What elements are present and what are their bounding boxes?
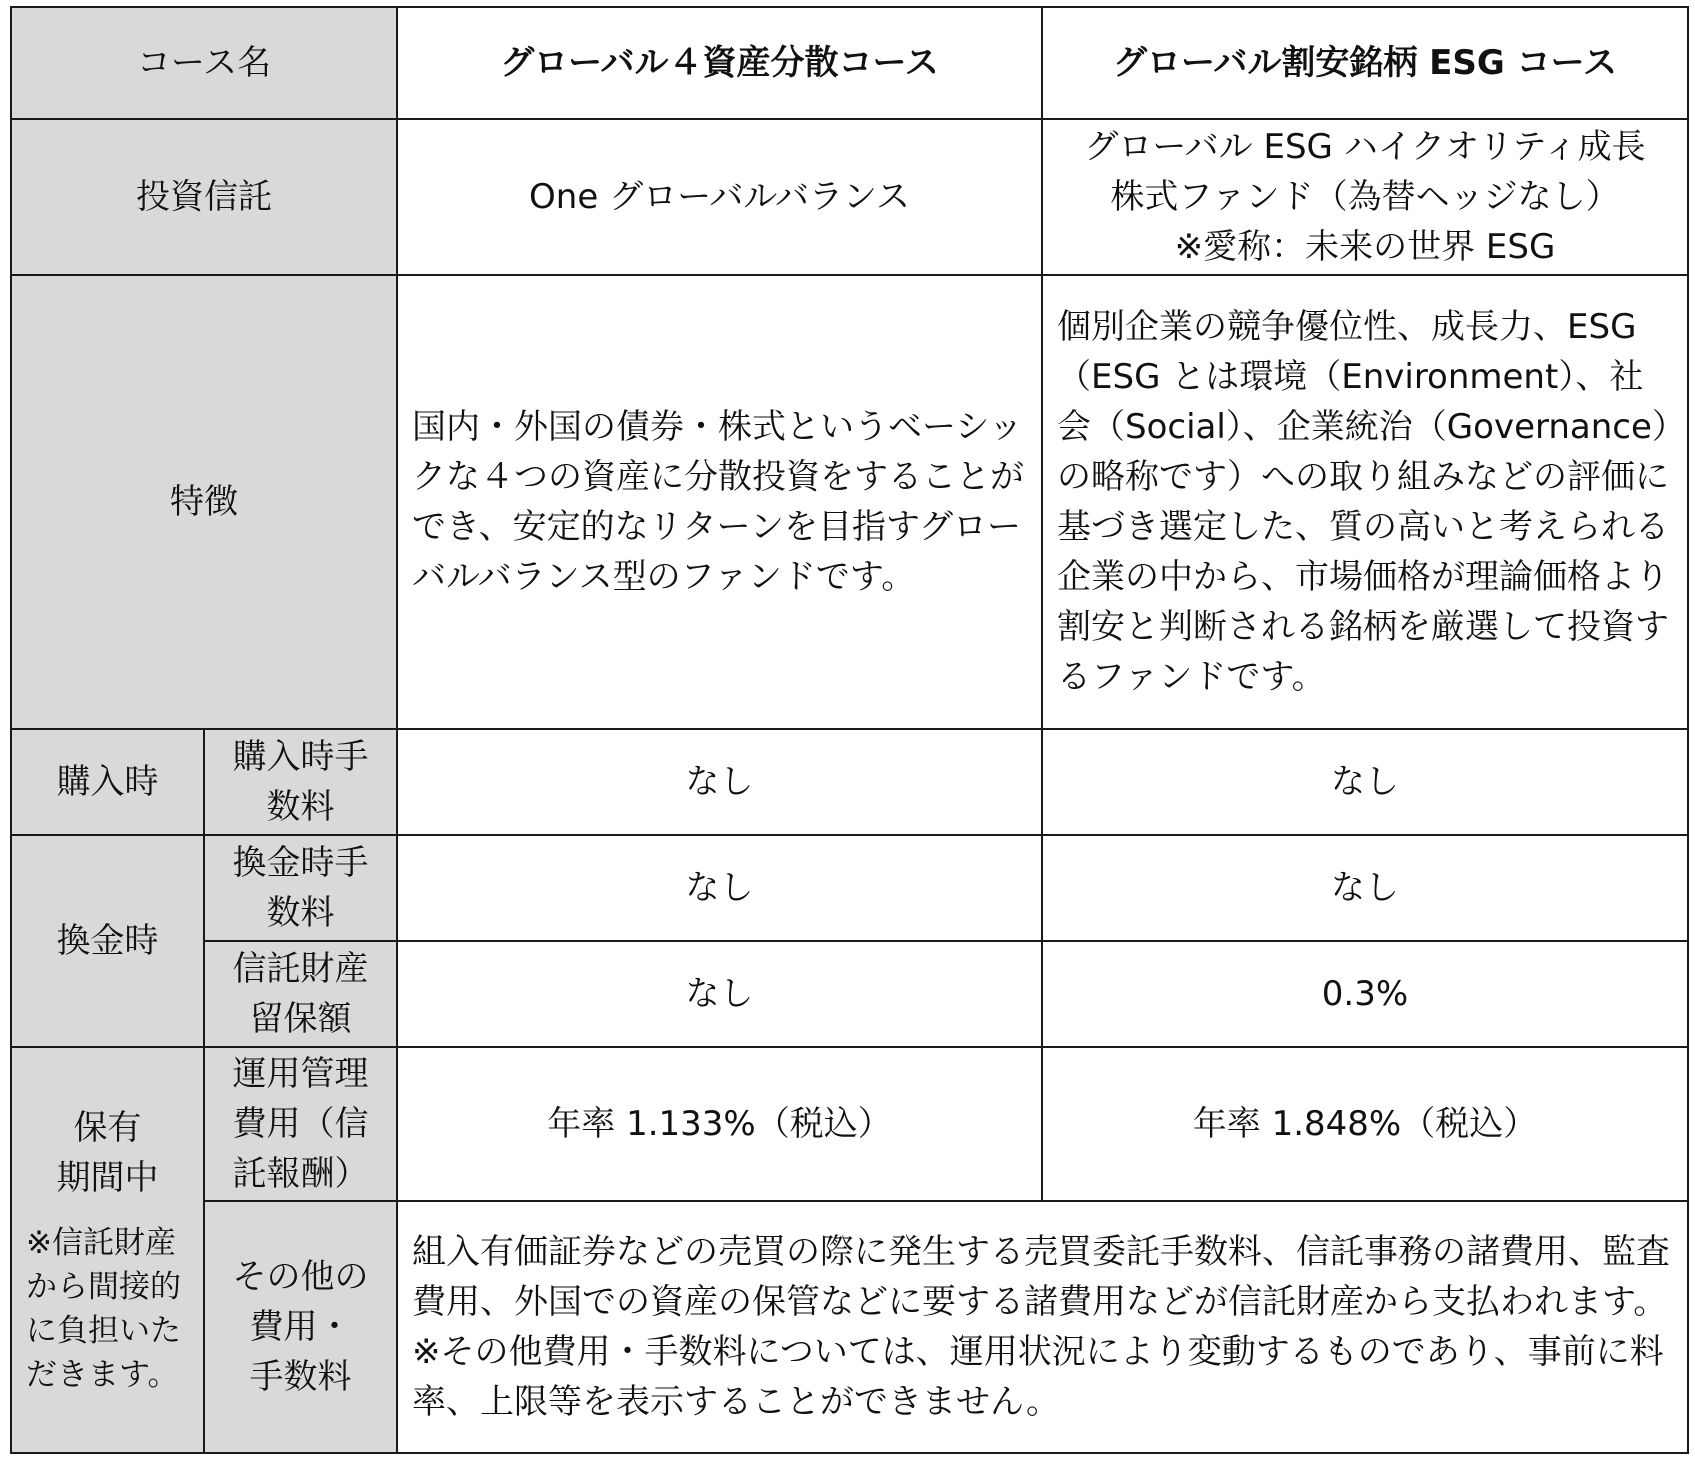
course-a-header: グローバル４資産分散コース — [397, 7, 1042, 119]
features-a-cell: 国内・外国の債券・株式というベーシックな４つの資産に分散投資をすることができ、安定的なリターンを目指すグローバルバランス型のファンドです。 — [397, 275, 1042, 729]
other-fees-item-cell — [204, 1201, 397, 1453]
fund-b-line-2: 株式ファンド（為替ヘッジなし） — [1110, 177, 1620, 217]
other-fees-text-cell — [397, 1201, 1688, 1453]
redemption-fee-b-cell: なし — [1042, 835, 1688, 941]
management-fee-a-cell: 年率 1.133%（税込） — [397, 1047, 1042, 1201]
other-item-line-1: その他の — [232, 1257, 369, 1297]
management-fee-b-cell: 年率 1.848%（税込） — [1042, 1047, 1688, 1201]
other-fees-row — [11, 1201, 1688, 1453]
reserve-a-cell: なし — [397, 941, 1042, 1047]
other-fees-note: ※その他費用・手数料については、運用状況により変動するものであり、事前に料率、上限等を表示することができません。 — [412, 1332, 1664, 1422]
features-b-cell: 個別企業の競争優位性、成長力、ESG（ESG とは環境（Environment）、社会（Social）、企業統治（Governance）の略称です）への取り組みなどの評価に基づき選定した、質の高いと考えられる企業の中から、市場価格が理論価格より割安と判断される銘柄を厳選して投資するファンドです。 — [1042, 275, 1688, 729]
purchase-group-cell: 購入時 — [11, 729, 204, 835]
purchase-a-cell: なし — [397, 729, 1042, 835]
features-row — [11, 275, 1688, 729]
reserve-item-cell: 信託財産留保額 — [204, 941, 397, 1047]
features-label-cell: 特徴 — [11, 275, 397, 729]
management-fee-item-cell: 運用管理費用（信託報酬） — [204, 1047, 397, 1201]
purchase-item-cell: 購入時手数料 — [204, 729, 397, 835]
redemption-group-cell: 換金時 — [11, 835, 204, 1047]
fund-b-line-3: ※愛称：未来の世界 ESG — [1174, 227, 1556, 267]
purchase-row — [11, 729, 1688, 835]
reserve-b-cell: 0.3% — [1042, 941, 1688, 1047]
fund-b-cell — [1042, 119, 1688, 275]
other-item-line-2: 費用・ — [249, 1307, 352, 1347]
fund-b-line-1: グローバル ESG ハイクオリティ成長 — [1084, 127, 1646, 167]
redemption-fee-row — [11, 835, 1688, 941]
redemption-fee-a-cell: なし — [397, 835, 1042, 941]
course-label-cell: コース名 — [11, 7, 397, 119]
redemption-fee-item-cell: 換金時手数料 — [204, 835, 397, 941]
fund-a-cell: One グローバルバランス — [397, 119, 1042, 275]
holding-group-line-2: 期間中 — [56, 1158, 159, 1198]
holding-group-line-1: 保有 — [73, 1108, 142, 1148]
holding-note: ※信託財産から間接的に負担いただきます。 — [26, 1225, 181, 1393]
course-b-header: グローバル割安銘柄 ESG コース — [1042, 7, 1688, 119]
reserve-row — [11, 941, 1688, 1047]
purchase-b-cell: なし — [1042, 729, 1688, 835]
fund-label-cell: 投資信託 — [11, 119, 397, 275]
management-fee-row — [11, 1047, 1688, 1201]
holding-group-cell — [11, 1047, 204, 1453]
other-fees-text: 組入有価証券などの売買の際に発生する売買委託手数料、信託事務の諸費用、監査費用、外国での資産の保管などに要する諸費用などが信託財産から支払われます。 — [412, 1232, 1670, 1322]
header-row — [11, 7, 1688, 119]
fee-comparison-table — [10, 6, 1689, 1454]
fund-row — [11, 119, 1688, 275]
other-item-line-3: 手数料 — [249, 1357, 352, 1397]
